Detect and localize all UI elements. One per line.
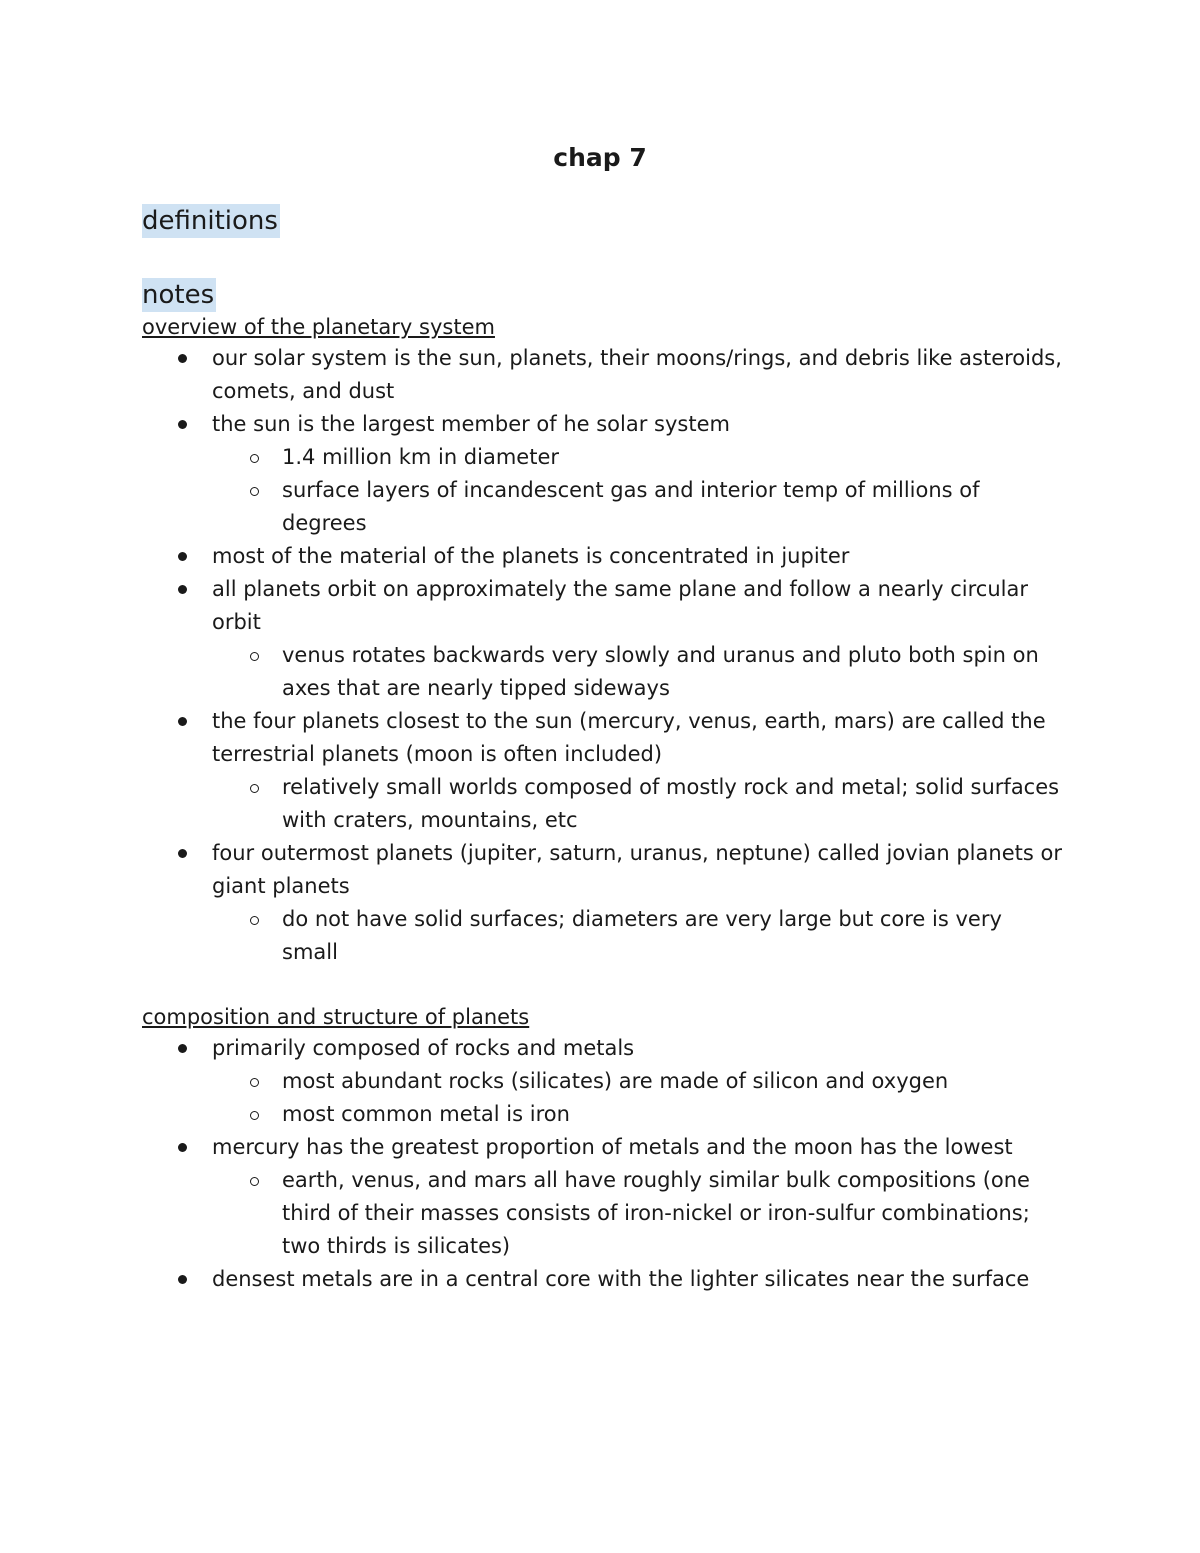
hollow-bullet-icon [250,652,259,661]
notes-heading: notes [142,280,215,310]
section-title: composition and structure of planets [142,1005,530,1029]
hollow-bullet-icon [250,1078,259,1087]
sub-list-wrap [142,771,1062,837]
filled-bullet-icon [178,585,187,594]
document-title: chap 7 [553,143,647,172]
filled-bullet-icon [178,354,187,363]
section-spacer [142,969,1062,1002]
sub-list-item-text: surface layers of incandescent gas and interior temp of millions of degrees [282,478,980,535]
list-item [142,1263,1062,1296]
sub-list-item-text: venus rotates backwards very slowly and uranus and pluto both spin on axes that are nearly tipped sideways [282,643,1039,700]
notes-sections [142,312,1062,1296]
sub-list-item-text: 1.4 million km in diameter [282,445,560,469]
sub-list-item-text: relatively small worlds composed of mostly rock and metal; solid surfaces with craters, mountains, etc [282,775,1060,832]
filled-bullet-icon [178,420,187,429]
filled-bullet-icon [178,717,187,726]
list-item-text: primarily composed of rocks and metals [212,1036,635,1060]
sub-bullet-list [212,903,1062,969]
sub-list-wrap [142,1065,1062,1131]
list-item [142,540,1062,573]
sub-list-item [212,441,1062,474]
sub-list-wrap [142,1164,1062,1263]
sub-list-item [212,1098,1062,1131]
list-item-text: the sun is the largest member of he solar system [212,412,730,436]
list-item-text: our solar system is the sun, planets, their moons/rings, and debris like asteroids, comets, and dust [212,346,1062,403]
definitions-heading: definitions [142,206,278,236]
sub-bullet-list [212,1065,1062,1131]
hollow-bullet-icon [250,487,259,496]
sub-list-item [212,1065,1062,1098]
definitions-heading-wrap [142,204,1062,238]
list-item [142,1032,1062,1065]
hollow-bullet-icon [250,1111,259,1120]
list-item [142,342,1062,408]
sub-list-item-text: most common metal is iron [282,1102,570,1126]
sub-list-item-text: do not have solid surfaces; diameters are very large but core is very small [282,907,1002,964]
sub-bullet-list [212,441,1062,540]
sub-list-item [212,771,1062,837]
filled-bullet-icon [178,1044,187,1053]
list-item-text: mercury has the greatest proportion of metals and the moon has the lowest [212,1135,1013,1159]
list-item-text: the four planets closest to the sun (mercury, venus, earth, mars) are called the terrestrial planets (moon is often included) [212,709,1046,766]
filled-bullet-icon [178,552,187,561]
sub-list-item [212,903,1062,969]
sub-list-wrap [142,441,1062,540]
list-item [142,573,1062,639]
document-page [142,140,1062,1296]
list-item [142,1131,1062,1164]
section-title: overview of the planetary system [142,315,495,339]
filled-bullet-icon [178,849,187,858]
sub-list-item-text: earth, venus, and mars all have roughly similar bulk compositions (one third of their masses consists of iron-nickel or iron-sulfur combinations; two thirds is silicates) [282,1168,1030,1258]
hollow-bullet-icon [250,784,259,793]
filled-bullet-icon [178,1143,187,1152]
sub-list-wrap [142,903,1062,969]
list-item-text: most of the material of the planets is concentrated in jupiter [212,544,850,568]
bullet-list [142,1032,1062,1296]
list-item [142,408,1062,441]
list-item-text: densest metals are in a central core with the lighter silicates near the surface [212,1267,1030,1291]
list-item-text: all planets orbit on approximately the same plane and follow a nearly circular orbit [212,577,1028,634]
sub-list-wrap [142,639,1062,705]
list-item [142,705,1062,771]
hollow-bullet-icon [250,454,259,463]
sub-bullet-list [212,1164,1062,1263]
filled-bullet-icon [178,1275,187,1284]
hollow-bullet-icon [250,916,259,925]
list-item [142,837,1062,903]
sub-bullet-list [212,771,1062,837]
notes-heading-wrap [142,278,1062,312]
sub-bullet-list [212,639,1062,705]
hollow-bullet-icon [250,1177,259,1186]
list-item-text: four outermost planets (jupiter, saturn, uranus, neptune) called jovian planets or giant planets [212,841,1062,898]
bullet-list [142,342,1062,969]
sub-list-item-text: most abundant rocks (silicates) are made of silicon and oxygen [282,1069,949,1093]
sub-list-item [212,474,1062,540]
sub-list-item [212,639,1062,705]
sub-list-item [212,1164,1062,1263]
